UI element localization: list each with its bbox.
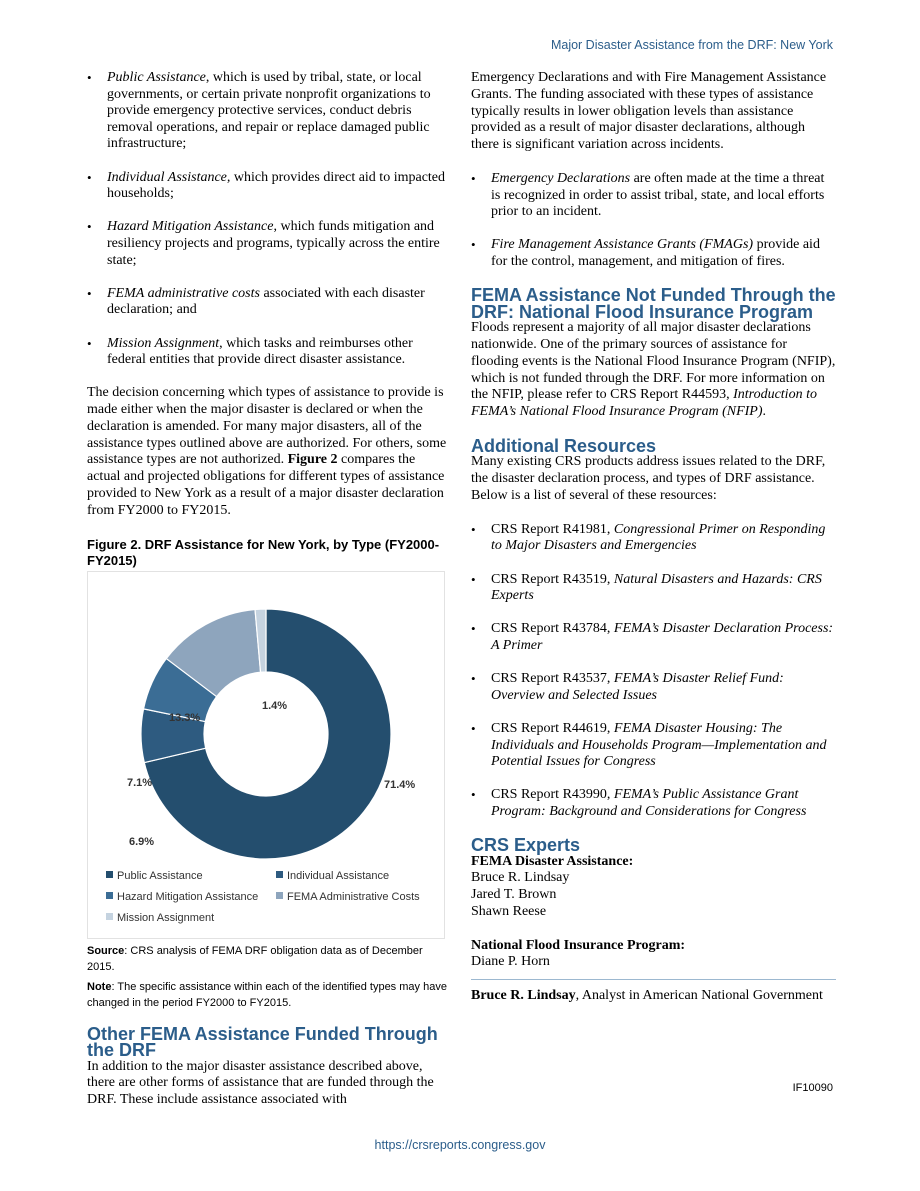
legend-item-public-assistance: Public Assistance: [106, 870, 203, 882]
other-assistance-list: [471, 171, 836, 271]
list-item: • Mission Assignment, which tasks and reimburses other federal entities that provide direct disaster assistance.: [87, 336, 447, 369]
expert-name: Bruce R. Lindsay: [471, 870, 570, 886]
expert-name: Jared T. Brown: [471, 887, 557, 903]
report-item[interactable]: • CRS Report R44619, FEMA Disaster Housing: The Individuals and Households Program—Implementation and Potential Issues for Congress: [471, 721, 836, 771]
label-mission-assignment: 1.4%: [262, 699, 288, 712]
divider: [471, 979, 836, 980]
list-item: • Individual Assistance, which provides direct aid to impacted households;: [87, 170, 447, 203]
expert-group-nfip: National Flood Insurance Program:: [471, 937, 686, 953]
expert-name: Shawn Reese: [471, 903, 547, 919]
report-item[interactable]: • CRS Report R43537, FEMA’s Disaster Relief Fund: Overview and Selected Issues: [471, 671, 836, 704]
section-heading-additional-resources: Additional Resources: [471, 435, 657, 456]
report-item[interactable]: • CRS Report R43784, FEMA’s Disaster Declaration Process: A Primer: [471, 621, 836, 654]
document-code: IF10090: [792, 1082, 833, 1094]
legend-item-individual-assistance: Individual Assistance: [276, 870, 389, 882]
continued-paragraph: Emergency Declarations and with Fire Management Assistance Grants. The funding associated with these types of assistance typically results in lower obligation levels than assistance provided as a result of major disaster declarations, although there is significant variation across incidents.: [471, 70, 827, 153]
running-header: Major Disaster Assistance from the DRF: New York: [550, 38, 833, 52]
donut-chart: [88, 572, 444, 862]
figure-source: Source: CRS analysis of FEMA DRF obligation data as of December 2015.: [87, 944, 423, 973]
resources-paragraph: Many existing CRS products address issues related to the DRF, the disaster declaration process, and types of DRF assistance. Below is a list of several of these resources:: [471, 454, 826, 504]
assistance-types-list: [87, 70, 447, 369]
other-assistance-paragraph: In addition to the major disaster assistance described above, there are other forms of assistance that are funded through the DRF. These include assistance associated with: [87, 1058, 434, 1108]
report-item[interactable]: • CRS Report R43519, Natural Disasters and Hazards: CRS Experts: [471, 572, 836, 605]
figure-reference[interactable]: Figure 2: [287, 452, 338, 468]
legend-item-mission-assignment: Mission Assignment: [106, 912, 214, 924]
legend-item-hazard-mitigation: Hazard Mitigation Assistance: [106, 891, 258, 903]
list-item: • Public Assistance, which is used by tribal, state, or local governments, or certain private nonprofit organizations to provide emergency protective services, conduct debris removal operations, and repair or replace damaged public infrastructure;: [87, 70, 447, 153]
legend-item-fema-admin-costs: FEMA Administrative Costs: [276, 891, 420, 903]
left-column: [87, 70, 447, 1109]
section-heading-other-assistance: Other FEMA Assistance Funded Through the DRF: [87, 1023, 438, 1061]
nfip-report-title[interactable]: Introduction to FEMA’s National Flood Insurance Program (NFIP): [471, 387, 817, 420]
list-item: • Emergency Declarations are often made at the time a threat is recognized in order to assist tribal, state, and local efforts prior to an incident.: [471, 171, 836, 221]
section-heading-nfip: FEMA Assistance Not Funded Through the DRF: National Flood Insurance Program: [471, 285, 836, 322]
expert-group-fema: FEMA Disaster Assistance:: [471, 853, 634, 869]
list-item: • Fire Management Assistance Grants (FMAGs) provide aid for the control, management, and mitigation of fires.: [471, 237, 836, 270]
report-item[interactable]: • CRS Report R43990, FEMA’s Public Assistance Grant Program: Background and Considerations for Congress: [471, 787, 836, 820]
list-item: • Hazard Mitigation Assistance, which funds mitigation and resiliency projects and programs, typically across the entire state;: [87, 219, 447, 269]
label-hazard-mitigation: 7.1%: [127, 776, 153, 789]
label-public-assistance: 71.4%: [384, 778, 416, 791]
author-line: Bruce R. Lindsay, Analyst in American National Government: [471, 988, 823, 1004]
nfip-paragraph: Floods represent a majority of all major disaster declarations nationwide. One of the primary sources of assistance for flooding events is the National Flood Insurance Program (NFIP), which is not funded through the DRF. For more information on the NFIP, please refer to CRS Report R44593, Introduction to FEMA’s National Flood Insurance Program (NFIP).: [471, 320, 836, 420]
report-item[interactable]: • CRS Report R41981, Congressional Primer on Responding to Major Disasters and Emergencies: [471, 522, 836, 555]
expert-name: Diane P. Horn: [471, 954, 550, 970]
label-fema-admin-costs: 13.3%: [169, 711, 201, 724]
figure-note: Note: The specific assistance within each of the identified types may have changed in the period FY2000 to FY2015.: [87, 980, 447, 1009]
report-list: [471, 522, 836, 821]
footer-url[interactable]: https://crsreports.congress.gov: [374, 1138, 546, 1152]
decision-paragraph: The decision concerning which types of assistance to provide is made either when the major disaster is declared or when the declaration is amended. For many major disasters, all of the assistance types outlined above are authorized. For others, some assistance types are not authorized. Figure 2 compares the actual and projected obligations for different types of assistance provided to New York as a result of a major disaster declaration from FY2000 to FY2015.: [87, 385, 447, 518]
section-heading-crs-experts: CRS Experts: [471, 835, 581, 856]
label-individual-assistance: 6.9%: [129, 835, 155, 848]
figure-title: Figure 2. DRF Assistance for New York, by Type (FY2000-FY2015): [87, 536, 440, 568]
donut-chart-figure: [87, 571, 445, 939]
right-column: [471, 70, 836, 1005]
list-item: • FEMA administrative costs associated with each disaster declaration; and: [87, 286, 447, 319]
